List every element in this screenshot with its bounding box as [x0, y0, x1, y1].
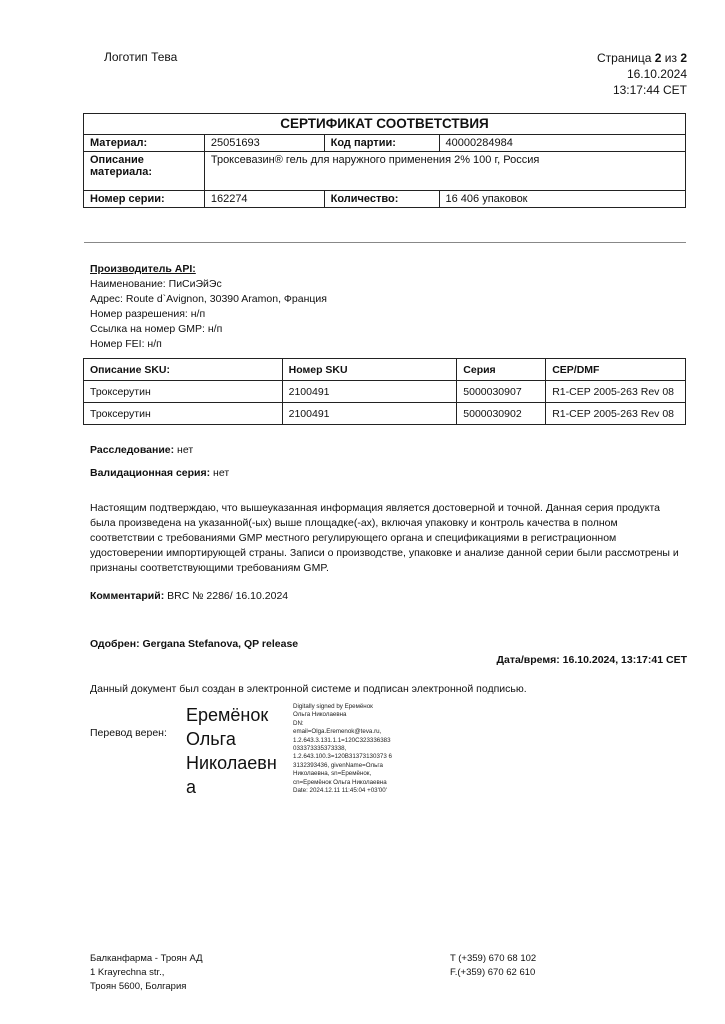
- api-address-label: Адрес:: [90, 293, 123, 305]
- sku-cell: R1-CEP 2005-263 Rev 08: [546, 381, 686, 403]
- comments-value: BRC № 2286/ 16.10.2024: [167, 590, 289, 602]
- sig-line: cn=Еремёнок Ольга Николаевна: [293, 778, 387, 786]
- page-sep: из: [661, 51, 681, 65]
- api-gmp-value: н/п: [207, 323, 223, 335]
- divider: [84, 242, 686, 243]
- sig-line: Digitally signed by Еремёнок: [293, 703, 373, 710]
- sig-line: 1.2.643.3.131.1.1=120C323336383: [293, 736, 391, 744]
- datetime-value: 16.10.2024, 13:17:41 CET: [562, 654, 687, 666]
- electronic-note: Данный документ был создан в электронной системе и подписан электронной подписью.: [90, 683, 527, 695]
- comments-line: [90, 590, 288, 602]
- api-permit-value: н/п: [190, 308, 206, 320]
- batch-label: Код партии:: [324, 135, 439, 152]
- api-fei-value: н/п: [147, 338, 162, 350]
- signer-line: а: [186, 777, 197, 797]
- sku-table: [83, 358, 686, 425]
- approved-value: Gergana Stefanova, QP release: [142, 638, 299, 650]
- api-permit-line: [90, 307, 327, 322]
- page-current: 2: [654, 51, 662, 65]
- logo-placeholder: Логотип Тева: [104, 50, 178, 64]
- api-manufacturer-section: [90, 262, 327, 352]
- certificate-table: [83, 113, 686, 208]
- sku-cell: 5000030902: [457, 403, 546, 425]
- api-heading: Производитель API:: [90, 263, 196, 275]
- sig-line: Ольга Николаевна: [293, 711, 347, 719]
- series-label: Номер серии:: [84, 191, 205, 208]
- investigation-label: Расследование:: [90, 444, 175, 456]
- api-name-value: ПиСиЭйЭс: [168, 278, 222, 290]
- signer-name: [186, 703, 286, 799]
- footer-phone: T (+359) 670 68 102: [450, 953, 537, 964]
- approved-label: Одобрен:: [90, 638, 140, 650]
- sig-line: 033373335373338,: [293, 745, 347, 753]
- footer-city: Троян 5600, Болгария: [90, 981, 187, 992]
- sig-line: email=Olga.Eremenok@teva.ru,: [293, 728, 382, 736]
- material-value: 25051693: [204, 135, 324, 152]
- api-gmp-line: [90, 322, 327, 337]
- header-date: 16.10.2024: [626, 67, 687, 81]
- translation-label: Перевод верен:: [90, 727, 167, 739]
- table-row: [84, 381, 686, 403]
- sig-line: Date: 2024.12.11 11:45:04 +03'00': [293, 787, 387, 795]
- investigation-line: [90, 444, 193, 456]
- series-value: 162274: [204, 191, 324, 208]
- signer-line: Еремёнок: [186, 705, 269, 725]
- sku-header-row: [84, 359, 686, 381]
- sku-cell: 5000030907: [457, 381, 546, 403]
- api-fei-label: Номер FEI:: [90, 338, 145, 350]
- sku-cell: Троксерутин: [84, 381, 283, 403]
- description-label: Описание материала:: [84, 152, 205, 191]
- quantity-value: 16 406 упаковок: [439, 191, 685, 208]
- validation-value: нет: [213, 467, 230, 479]
- header-time: 13:17:44 CET: [612, 83, 687, 97]
- footer-fax: F.(+359) 670 62 610: [450, 967, 536, 978]
- footer-contacts: [450, 952, 536, 980]
- footer-address: [90, 952, 203, 994]
- comments-label: Комментарий:: [90, 590, 165, 602]
- sig-line: DN:: [293, 719, 304, 727]
- api-address-line: [90, 292, 327, 307]
- statement-paragraph: Настоящим подтверждаю, что вышеуказанная информация является достоверной и точной. Данная серия продукта была произведена на указанной(-ых) выше площадке(-ах), включая упаковку и контроль качества в полном соответствии с требованиями GMP местного регулирующего органа и спецификациями в регистрационном удостоверении импортирующей страны. Записи о производстве, упаковке и анализе данной серии были рассмотрены и признаны соответствующими требованиям GMP.: [90, 502, 679, 574]
- sku-cell: 2100491: [282, 403, 457, 425]
- sku-cell: 2100491: [282, 381, 457, 403]
- sku-cell: Троксерутин: [84, 403, 283, 425]
- api-name-line: [90, 277, 327, 292]
- signer-line: Ольга: [186, 729, 236, 749]
- material-label: Материал:: [84, 135, 205, 152]
- sku-cell: R1-CEP 2005-263 Rev 08: [546, 403, 686, 425]
- page-number: [597, 50, 687, 66]
- api-gmp-label: Ссылка на номер GMP:: [90, 323, 205, 335]
- sku-header-cep: CEP/DMF: [546, 359, 686, 381]
- api-permit-label: Номер разрешения:: [90, 308, 188, 320]
- sig-line: 1.2.643.100.3=120B31373130373 6: [293, 753, 392, 761]
- footer-street: 1 Krayrechna str.,: [90, 967, 165, 978]
- page-total: 2: [680, 51, 687, 65]
- validation-line: [90, 467, 229, 479]
- footer-company: Балканфарма - Троян АД: [90, 953, 203, 964]
- approved-line: [90, 638, 298, 650]
- sku-header-series: Серия: [457, 359, 546, 381]
- signer-line: Николаевн: [186, 753, 277, 773]
- description-value: Троксевазин® гель для наружного применения 2% 100 г, Россия: [204, 152, 685, 191]
- datetime-label: Дата/время:: [496, 654, 560, 666]
- sku-header-number: Номер SKU: [282, 359, 457, 381]
- certificate-title: СЕРТИФИКАТ СООТВЕТСТВИЯ: [84, 114, 686, 135]
- page-header-info: [597, 50, 687, 98]
- sku-header-description: Описание SKU:: [84, 359, 283, 381]
- digital-signature-details: [293, 703, 408, 795]
- batch-value: 40000284984: [439, 135, 685, 152]
- table-row: [84, 403, 686, 425]
- sig-line: Николаевна, sn=Еремёнок,: [293, 770, 372, 778]
- validation-label: Валидационная серия:: [90, 467, 211, 479]
- api-fei-line: [90, 337, 327, 352]
- investigation-value: нет: [177, 444, 194, 456]
- api-name-label: Наименование:: [90, 278, 166, 290]
- page-prefix: Страница: [597, 51, 655, 65]
- api-address-value: Route d`Avignon, 30390 Aramon, Франция: [125, 293, 327, 305]
- sig-line: 3132393436, givenName=Ольга: [293, 761, 383, 769]
- quantity-label: Количество:: [324, 191, 439, 208]
- datetime-line: [497, 654, 687, 666]
